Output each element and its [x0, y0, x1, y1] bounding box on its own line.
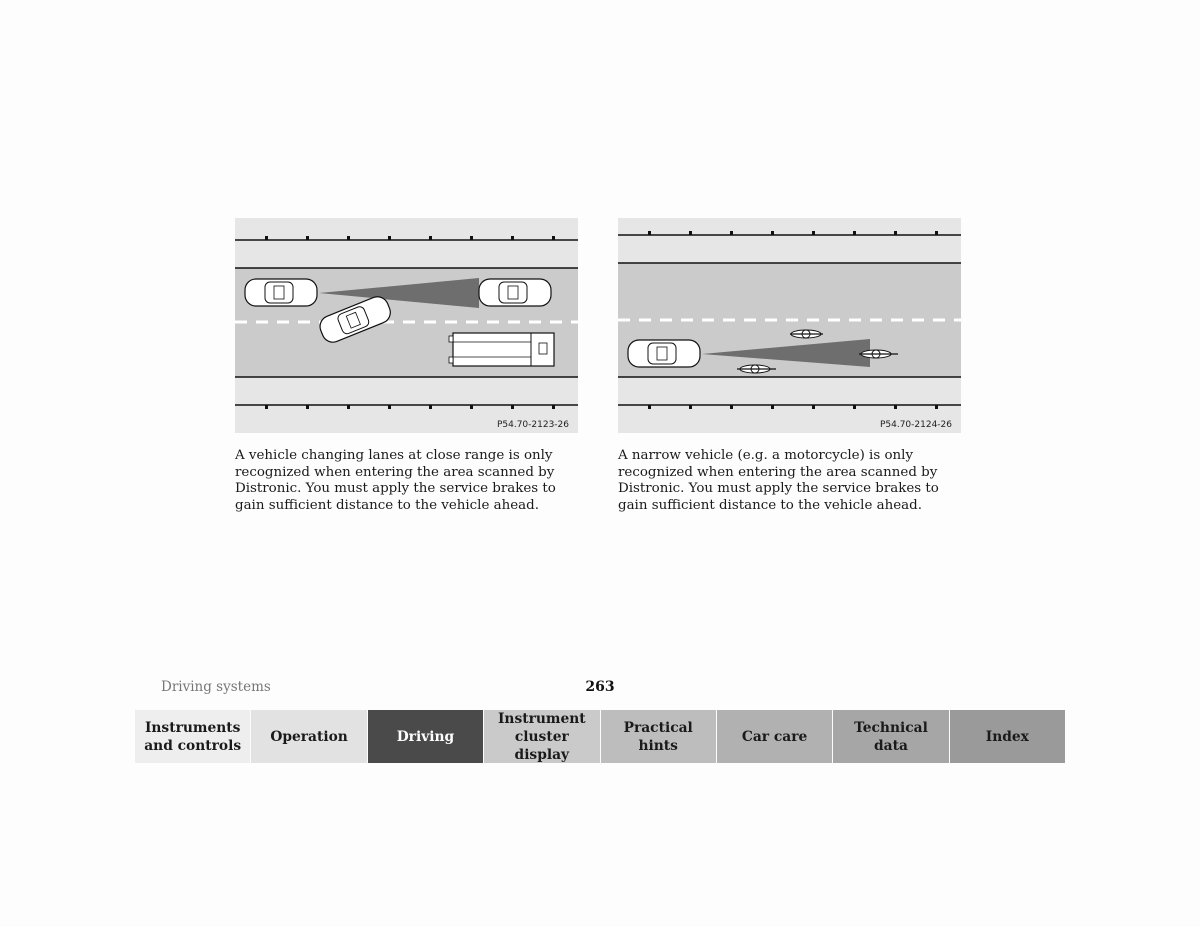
- figure-lane-change: [235, 218, 578, 433]
- tab-index[interactable]: Index: [950, 710, 1065, 763]
- narrow-vehicle-illustration: [618, 218, 961, 433]
- tab-car-care[interactable]: Car care: [717, 710, 833, 763]
- figure-caption: A vehicle changing lanes at close range is only recognized when entering the area scanned by Distronic. You must apply the service brakes to gain sufficient distance to the vehicle ahead.: [235, 448, 556, 513]
- own-car-icon: [245, 279, 317, 306]
- own-car-icon: [628, 340, 700, 367]
- tab-driving[interactable]: Driving: [368, 710, 484, 763]
- tab-instruments-and-controls[interactable]: Instruments and controls: [135, 710, 251, 763]
- chapter-tab-bar: [135, 710, 1065, 763]
- tab-practical-hints[interactable]: Practical hints: [601, 710, 717, 763]
- section-title: Driving systems: [161, 679, 271, 695]
- figure-caption: A narrow vehicle (e.g. a motorcycle) is only recognized when entering the area scanned by Distronic. You must apply the service brakes to gain sufficient distance to the vehicle ahead.: [618, 448, 939, 513]
- truck-icon: [449, 333, 554, 366]
- motorcycle-icon: [790, 330, 823, 338]
- figure-narrow-vehicle: [618, 218, 961, 433]
- tab-operation[interactable]: Operation: [251, 710, 367, 763]
- tab-instrument-cluster-display[interactable]: Instrument cluster display: [484, 710, 600, 763]
- figure-code: P54.70-2124-26: [879, 420, 952, 430]
- tab-technical-data[interactable]: Technical data: [833, 710, 949, 763]
- lane-change-illustration: [235, 218, 578, 433]
- figure-code: P54.70-2123-26: [496, 420, 569, 430]
- car-ahead-icon: [479, 279, 551, 306]
- page-number: 263: [585, 679, 615, 695]
